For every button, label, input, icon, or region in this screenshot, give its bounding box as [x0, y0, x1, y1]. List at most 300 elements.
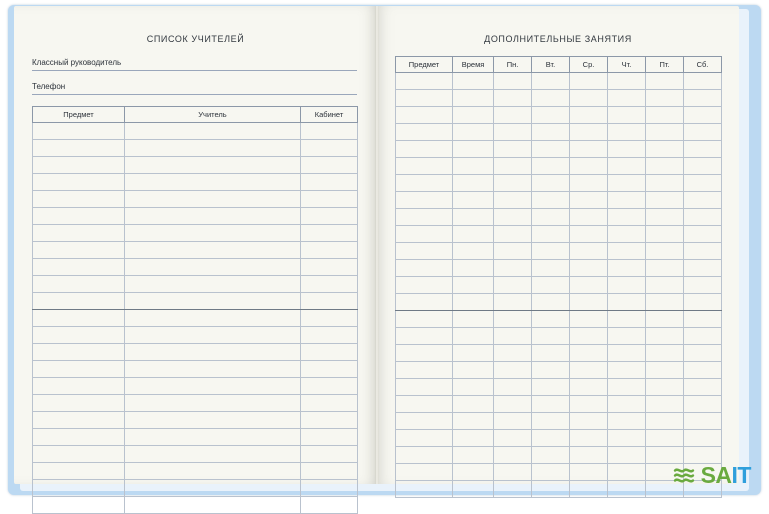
table-row[interactable] — [396, 107, 722, 124]
extra-lessons-cell[interactable] — [453, 141, 494, 158]
extra-lessons-cell[interactable] — [570, 294, 608, 311]
field-phone[interactable]: Телефон — [32, 82, 357, 95]
extra-lessons-cell[interactable] — [570, 107, 608, 124]
extra-lessons-cell[interactable] — [494, 413, 532, 430]
extra-lessons-cell[interactable] — [396, 260, 453, 277]
extra-lessons-cell[interactable] — [396, 413, 453, 430]
extra-lessons-cell[interactable] — [646, 447, 684, 464]
table-row[interactable] — [33, 242, 358, 259]
extra-lessons-cell[interactable] — [532, 141, 570, 158]
extra-lessons-cell[interactable] — [646, 192, 684, 209]
teachers-cell[interactable] — [301, 259, 358, 276]
extra-lessons-cell[interactable] — [494, 430, 532, 447]
extra-lessons-cell[interactable] — [646, 311, 684, 328]
extra-lessons-cell[interactable] — [570, 379, 608, 396]
extra-lessons-cell[interactable] — [532, 243, 570, 260]
teachers-cell[interactable] — [301, 276, 358, 293]
extra-lessons-cell[interactable] — [684, 328, 722, 345]
teachers-cell[interactable] — [33, 327, 125, 344]
extra-lessons-cell[interactable] — [608, 311, 646, 328]
extra-lessons-cell[interactable] — [570, 226, 608, 243]
table-row[interactable] — [396, 294, 722, 311]
extra-lessons-cell[interactable] — [608, 464, 646, 481]
extra-lessons-cell[interactable] — [453, 362, 494, 379]
extra-lessons-cell[interactable] — [396, 209, 453, 226]
extra-lessons-cell[interactable] — [396, 107, 453, 124]
extra-lessons-cell[interactable] — [570, 175, 608, 192]
teachers-cell[interactable] — [125, 276, 301, 293]
extra-lessons-cell[interactable] — [396, 192, 453, 209]
extra-lessons-cell[interactable] — [494, 464, 532, 481]
extra-lessons-cell[interactable] — [453, 294, 494, 311]
extra-lessons-cell[interactable] — [396, 311, 453, 328]
extra-lessons-cell[interactable] — [646, 175, 684, 192]
extra-lessons-cell[interactable] — [570, 90, 608, 107]
extra-lessons-cell[interactable] — [570, 447, 608, 464]
extra-lessons-cell[interactable] — [570, 413, 608, 430]
extra-lessons-cell[interactable] — [684, 396, 722, 413]
teachers-cell[interactable] — [125, 378, 301, 395]
extra-lessons-cell[interactable] — [396, 277, 453, 294]
extra-lessons-cell[interactable] — [608, 73, 646, 90]
table-row[interactable] — [396, 226, 722, 243]
table-row[interactable] — [396, 124, 722, 141]
extra-lessons-cell[interactable] — [570, 328, 608, 345]
table-row[interactable] — [33, 174, 358, 191]
teachers-cell[interactable] — [125, 344, 301, 361]
teachers-cell[interactable] — [125, 157, 301, 174]
table-row[interactable] — [396, 260, 722, 277]
extra-lessons-cell[interactable] — [494, 447, 532, 464]
extra-lessons-cell[interactable] — [684, 107, 722, 124]
extra-lessons-cell[interactable] — [532, 345, 570, 362]
extra-lessons-cell[interactable] — [494, 396, 532, 413]
extra-lessons-cell[interactable] — [570, 345, 608, 362]
teachers-cell[interactable] — [301, 395, 358, 412]
extra-lessons-cell[interactable] — [646, 209, 684, 226]
teachers-cell[interactable] — [301, 378, 358, 395]
extra-lessons-cell[interactable] — [608, 192, 646, 209]
extra-lessons-cell[interactable] — [608, 124, 646, 141]
table-row[interactable] — [33, 378, 358, 395]
table-row[interactable] — [33, 361, 358, 378]
extra-lessons-cell[interactable] — [453, 226, 494, 243]
table-row[interactable] — [33, 276, 358, 293]
table-row[interactable] — [396, 311, 722, 328]
table-row[interactable] — [396, 90, 722, 107]
table-row[interactable] — [396, 192, 722, 209]
extra-lessons-cell[interactable] — [570, 158, 608, 175]
extra-lessons-cell[interactable] — [570, 396, 608, 413]
extra-lessons-cell[interactable] — [646, 226, 684, 243]
extra-lessons-cell[interactable] — [608, 430, 646, 447]
teachers-cell[interactable] — [33, 276, 125, 293]
extra-lessons-cell[interactable] — [453, 124, 494, 141]
table-row[interactable] — [33, 208, 358, 225]
extra-lessons-cell[interactable] — [570, 430, 608, 447]
extra-lessons-cell[interactable] — [684, 294, 722, 311]
teachers-cell[interactable] — [301, 497, 358, 514]
table-row[interactable] — [33, 191, 358, 208]
extra-lessons-cell[interactable] — [684, 413, 722, 430]
extra-lessons-cell[interactable] — [396, 73, 453, 90]
extra-lessons-cell[interactable] — [570, 141, 608, 158]
teachers-cell[interactable] — [125, 191, 301, 208]
extra-lessons-cell[interactable] — [453, 464, 494, 481]
extra-lessons-cell[interactable] — [396, 175, 453, 192]
extra-lessons-cell[interactable] — [494, 124, 532, 141]
extra-lessons-cell[interactable] — [532, 175, 570, 192]
extra-lessons-cell[interactable] — [396, 447, 453, 464]
teachers-cell[interactable] — [33, 293, 125, 310]
extra-lessons-cell[interactable] — [684, 90, 722, 107]
teachers-cell[interactable] — [33, 361, 125, 378]
extra-lessons-cell[interactable] — [453, 396, 494, 413]
teachers-cell[interactable] — [301, 174, 358, 191]
extra-lessons-cell[interactable] — [684, 430, 722, 447]
table-row[interactable] — [33, 395, 358, 412]
extra-lessons-cell[interactable] — [494, 107, 532, 124]
extra-lessons-cell[interactable] — [646, 396, 684, 413]
table-row[interactable] — [33, 446, 358, 463]
extra-lessons-cell[interactable] — [684, 158, 722, 175]
extra-lessons-cell[interactable] — [453, 413, 494, 430]
table-row[interactable] — [396, 277, 722, 294]
teachers-cell[interactable] — [301, 191, 358, 208]
extra-lessons-cell[interactable] — [396, 396, 453, 413]
extra-lessons-cell[interactable] — [494, 345, 532, 362]
table-row[interactable] — [33, 344, 358, 361]
teachers-cell[interactable] — [301, 140, 358, 157]
table-row[interactable] — [396, 175, 722, 192]
table-row[interactable] — [396, 73, 722, 90]
table-row[interactable] — [396, 396, 722, 413]
extra-lessons-cell[interactable] — [608, 413, 646, 430]
extra-lessons-cell[interactable] — [532, 413, 570, 430]
extra-lessons-cell[interactable] — [494, 209, 532, 226]
extra-lessons-cell[interactable] — [646, 362, 684, 379]
teachers-cell[interactable] — [301, 361, 358, 378]
extra-lessons-cell[interactable] — [532, 294, 570, 311]
extra-lessons-cell[interactable] — [453, 481, 494, 498]
table-row[interactable] — [33, 293, 358, 310]
extra-lessons-cell[interactable] — [396, 90, 453, 107]
teachers-cell[interactable] — [125, 242, 301, 259]
extra-lessons-cell[interactable] — [684, 192, 722, 209]
teachers-cell[interactable] — [125, 327, 301, 344]
extra-lessons-cell[interactable] — [646, 124, 684, 141]
extra-lessons-cell[interactable] — [608, 90, 646, 107]
table-row[interactable] — [396, 430, 722, 447]
extra-lessons-cell[interactable] — [396, 430, 453, 447]
extra-lessons-cell[interactable] — [453, 73, 494, 90]
extra-lessons-cell[interactable] — [532, 311, 570, 328]
extra-lessons-cell[interactable] — [453, 107, 494, 124]
teachers-cell[interactable] — [125, 293, 301, 310]
extra-lessons-cell[interactable] — [494, 311, 532, 328]
extra-lessons-cell[interactable] — [570, 192, 608, 209]
teachers-cell[interactable] — [33, 140, 125, 157]
table-row[interactable] — [396, 379, 722, 396]
extra-lessons-cell[interactable] — [532, 226, 570, 243]
extra-lessons-cell[interactable] — [453, 243, 494, 260]
extra-lessons-cell[interactable] — [494, 73, 532, 90]
extra-lessons-cell[interactable] — [396, 158, 453, 175]
extra-lessons-cell[interactable] — [570, 124, 608, 141]
teachers-cell[interactable] — [33, 191, 125, 208]
extra-lessons-cell[interactable] — [646, 277, 684, 294]
teachers-cell[interactable] — [125, 174, 301, 191]
table-row[interactable] — [33, 412, 358, 429]
teachers-cell[interactable] — [33, 378, 125, 395]
extra-lessons-cell[interactable] — [532, 73, 570, 90]
table-row[interactable] — [33, 259, 358, 276]
extra-lessons-cell[interactable] — [608, 481, 646, 498]
extra-lessons-cell[interactable] — [570, 243, 608, 260]
extra-lessons-cell[interactable] — [396, 379, 453, 396]
table-row[interactable] — [33, 140, 358, 157]
extra-lessons-cell[interactable] — [494, 141, 532, 158]
extra-lessons-cell[interactable] — [453, 311, 494, 328]
teachers-cell[interactable] — [125, 361, 301, 378]
extra-lessons-cell[interactable] — [646, 243, 684, 260]
teachers-cell[interactable] — [125, 497, 301, 514]
teachers-cell[interactable] — [301, 157, 358, 174]
teachers-cell[interactable] — [301, 429, 358, 446]
teachers-cell[interactable] — [125, 412, 301, 429]
teachers-cell[interactable] — [125, 395, 301, 412]
extra-lessons-cell[interactable] — [646, 158, 684, 175]
extra-lessons-cell[interactable] — [646, 260, 684, 277]
extra-lessons-cell[interactable] — [453, 260, 494, 277]
extra-lessons-cell[interactable] — [684, 345, 722, 362]
extra-lessons-cell[interactable] — [532, 379, 570, 396]
extra-lessons-cell[interactable] — [646, 345, 684, 362]
teachers-cell[interactable] — [33, 208, 125, 225]
extra-lessons-cell[interactable] — [532, 158, 570, 175]
extra-lessons-cell[interactable] — [453, 209, 494, 226]
teachers-cell[interactable] — [125, 140, 301, 157]
extra-lessons-cell[interactable] — [646, 107, 684, 124]
teachers-cell[interactable] — [33, 259, 125, 276]
teachers-cell[interactable] — [33, 446, 125, 463]
extra-lessons-cell[interactable] — [684, 362, 722, 379]
teachers-cell[interactable] — [125, 446, 301, 463]
extra-lessons-cell[interactable] — [646, 328, 684, 345]
teachers-cell[interactable] — [33, 480, 125, 497]
extra-lessons-cell[interactable] — [684, 73, 722, 90]
extra-lessons-cell[interactable] — [494, 260, 532, 277]
extra-lessons-cell[interactable] — [396, 294, 453, 311]
extra-lessons-cell[interactable] — [453, 447, 494, 464]
table-row[interactable] — [396, 447, 722, 464]
extra-lessons-cell[interactable] — [646, 430, 684, 447]
teachers-cell[interactable] — [33, 395, 125, 412]
teachers-cell[interactable] — [33, 429, 125, 446]
table-row[interactable] — [33, 225, 358, 242]
teachers-cell[interactable] — [301, 344, 358, 361]
extra-lessons-cell[interactable] — [453, 158, 494, 175]
extra-lessons-cell[interactable] — [684, 141, 722, 158]
extra-lessons-cell[interactable] — [608, 379, 646, 396]
table-row[interactable] — [33, 157, 358, 174]
extra-lessons-cell[interactable] — [494, 192, 532, 209]
extra-lessons-cell[interactable] — [608, 277, 646, 294]
extra-lessons-cell[interactable] — [532, 430, 570, 447]
extra-lessons-cell[interactable] — [532, 209, 570, 226]
table-row[interactable] — [396, 345, 722, 362]
extra-lessons-cell[interactable] — [453, 175, 494, 192]
teachers-cell[interactable] — [33, 310, 125, 327]
extra-lessons-cell[interactable] — [684, 243, 722, 260]
extra-lessons-cell[interactable] — [608, 107, 646, 124]
table-row[interactable] — [33, 497, 358, 514]
table-row[interactable] — [396, 362, 722, 379]
extra-lessons-cell[interactable] — [396, 243, 453, 260]
extra-lessons-cell[interactable] — [494, 175, 532, 192]
extra-lessons-cell[interactable] — [570, 277, 608, 294]
extra-lessons-cell[interactable] — [453, 430, 494, 447]
table-row[interactable] — [396, 243, 722, 260]
teachers-cell[interactable] — [125, 208, 301, 225]
table-row[interactable] — [33, 463, 358, 480]
teachers-cell[interactable] — [301, 446, 358, 463]
extra-lessons-cell[interactable] — [608, 243, 646, 260]
teachers-cell[interactable] — [125, 259, 301, 276]
extra-lessons-cell[interactable] — [532, 464, 570, 481]
extra-lessons-cell[interactable] — [494, 362, 532, 379]
teachers-cell[interactable] — [301, 327, 358, 344]
extra-lessons-cell[interactable] — [396, 328, 453, 345]
extra-lessons-cell[interactable] — [608, 396, 646, 413]
teachers-cell[interactable] — [301, 463, 358, 480]
extra-lessons-cell[interactable] — [608, 209, 646, 226]
extra-lessons-cell[interactable] — [608, 447, 646, 464]
extra-lessons-cell[interactable] — [570, 481, 608, 498]
extra-lessons-cell[interactable] — [570, 209, 608, 226]
table-row[interactable] — [33, 310, 358, 327]
extra-lessons-cell[interactable] — [396, 464, 453, 481]
extra-lessons-cell[interactable] — [453, 345, 494, 362]
extra-lessons-cell[interactable] — [396, 124, 453, 141]
extra-lessons-cell[interactable] — [532, 481, 570, 498]
teachers-cell[interactable] — [125, 123, 301, 140]
teachers-cell[interactable] — [301, 123, 358, 140]
extra-lessons-cell[interactable] — [684, 260, 722, 277]
teachers-cell[interactable] — [125, 310, 301, 327]
teachers-cell[interactable] — [301, 412, 358, 429]
extra-lessons-cell[interactable] — [570, 311, 608, 328]
extra-lessons-cell[interactable] — [453, 192, 494, 209]
extra-lessons-cell[interactable] — [646, 141, 684, 158]
extra-lessons-cell[interactable] — [494, 90, 532, 107]
extra-lessons-cell[interactable] — [684, 209, 722, 226]
table-row[interactable] — [33, 429, 358, 446]
extra-lessons-cell[interactable] — [532, 396, 570, 413]
extra-lessons-cell[interactable] — [396, 362, 453, 379]
table-row[interactable] — [33, 480, 358, 497]
extra-lessons-cell[interactable] — [684, 124, 722, 141]
table-row[interactable] — [396, 413, 722, 430]
extra-lessons-cell[interactable] — [453, 379, 494, 396]
extra-lessons-cell[interactable] — [608, 141, 646, 158]
extra-lessons-cell[interactable] — [494, 158, 532, 175]
table-row[interactable] — [396, 141, 722, 158]
teachers-cell[interactable] — [33, 242, 125, 259]
extra-lessons-cell[interactable] — [494, 481, 532, 498]
extra-lessons-cell[interactable] — [532, 124, 570, 141]
extra-lessons-cell[interactable] — [646, 413, 684, 430]
teachers-cell[interactable] — [33, 174, 125, 191]
extra-lessons-cell[interactable] — [494, 226, 532, 243]
extra-lessons-cell[interactable] — [532, 260, 570, 277]
teachers-cell[interactable] — [301, 208, 358, 225]
teachers-cell[interactable] — [33, 344, 125, 361]
extra-lessons-cell[interactable] — [396, 481, 453, 498]
extra-lessons-cell[interactable] — [608, 345, 646, 362]
table-row[interactable] — [33, 123, 358, 140]
extra-lessons-cell[interactable] — [532, 328, 570, 345]
extra-lessons-cell[interactable] — [684, 175, 722, 192]
extra-lessons-cell[interactable] — [494, 328, 532, 345]
extra-lessons-cell[interactable] — [608, 158, 646, 175]
extra-lessons-cell[interactable] — [570, 464, 608, 481]
extra-lessons-cell[interactable] — [532, 90, 570, 107]
teachers-cell[interactable] — [33, 225, 125, 242]
extra-lessons-cell[interactable] — [608, 175, 646, 192]
teachers-cell[interactable] — [125, 480, 301, 497]
extra-lessons-cell[interactable] — [608, 226, 646, 243]
extra-lessons-cell[interactable] — [608, 260, 646, 277]
extra-lessons-cell[interactable] — [608, 328, 646, 345]
extra-lessons-cell[interactable] — [532, 277, 570, 294]
extra-lessons-cell[interactable] — [646, 73, 684, 90]
extra-lessons-cell[interactable] — [608, 294, 646, 311]
extra-lessons-cell[interactable] — [396, 141, 453, 158]
extra-lessons-cell[interactable] — [684, 379, 722, 396]
teachers-cell[interactable] — [301, 310, 358, 327]
teachers-cell[interactable] — [301, 293, 358, 310]
extra-lessons-cell[interactable] — [453, 90, 494, 107]
extra-lessons-cell[interactable] — [532, 447, 570, 464]
teachers-cell[interactable] — [33, 463, 125, 480]
field-class-teacher[interactable]: Классный руководитель — [32, 58, 357, 71]
teachers-cell[interactable] — [125, 463, 301, 480]
teachers-cell[interactable] — [33, 157, 125, 174]
teachers-cell[interactable] — [125, 225, 301, 242]
teachers-cell[interactable] — [33, 497, 125, 514]
extra-lessons-cell[interactable] — [453, 277, 494, 294]
extra-lessons-cell[interactable] — [494, 277, 532, 294]
extra-lessons-cell[interactable] — [494, 294, 532, 311]
extra-lessons-cell[interactable] — [396, 226, 453, 243]
extra-lessons-cell[interactable] — [494, 379, 532, 396]
extra-lessons-cell[interactable] — [684, 277, 722, 294]
extra-lessons-cell[interactable] — [570, 73, 608, 90]
table-row[interactable] — [396, 209, 722, 226]
table-row[interactable] — [396, 158, 722, 175]
teachers-cell[interactable] — [301, 225, 358, 242]
table-row[interactable] — [396, 328, 722, 345]
extra-lessons-cell[interactable] — [532, 362, 570, 379]
extra-lessons-cell[interactable] — [532, 107, 570, 124]
teachers-cell[interactable] — [301, 242, 358, 259]
table-row[interactable] — [33, 327, 358, 344]
teachers-cell[interactable] — [33, 123, 125, 140]
extra-lessons-cell[interactable] — [684, 311, 722, 328]
extra-lessons-cell[interactable] — [646, 294, 684, 311]
extra-lessons-cell[interactable] — [494, 243, 532, 260]
